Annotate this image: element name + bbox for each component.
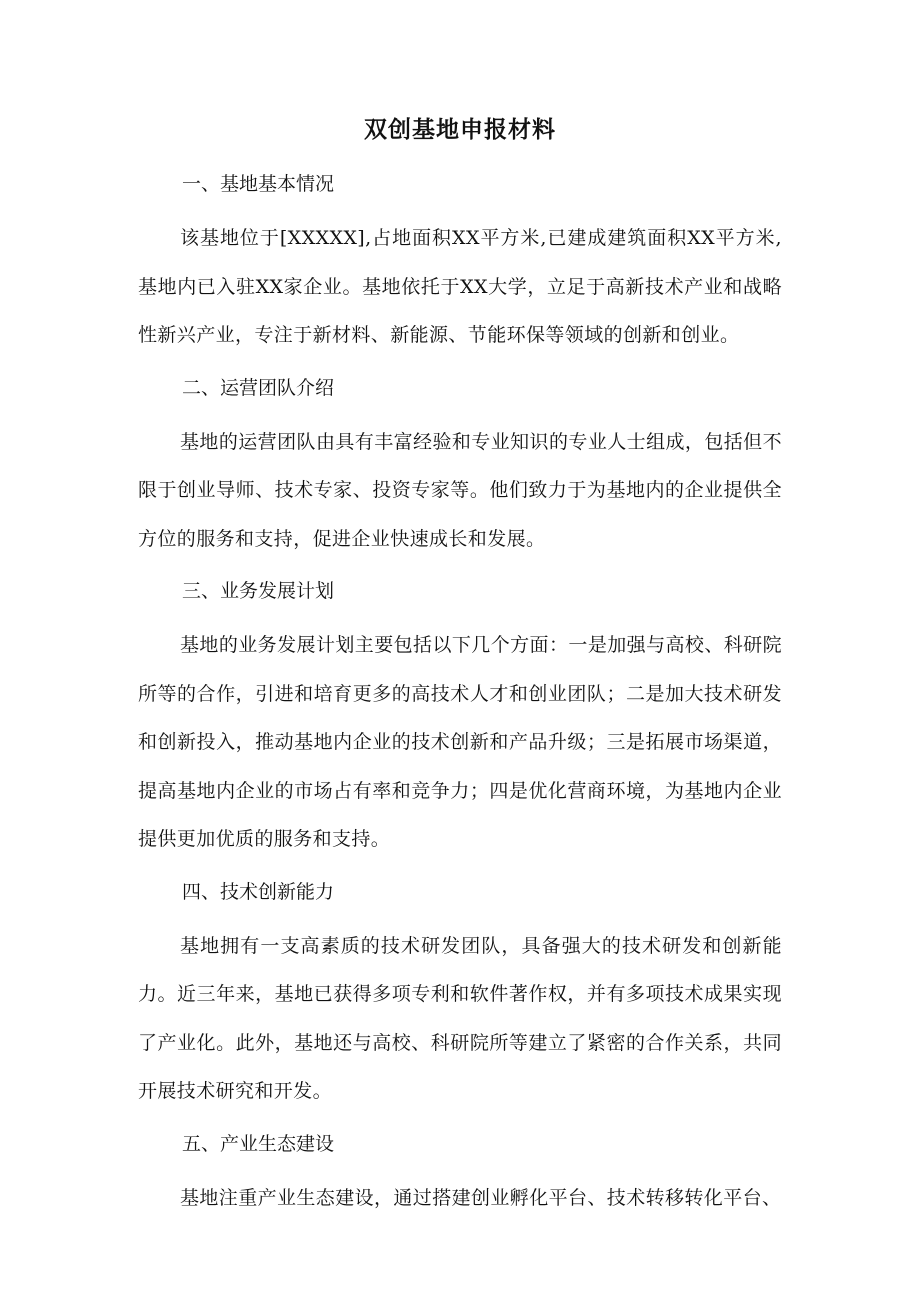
document-title: 双创基地申报材料 — [364, 116, 556, 143]
section-paragraph: 该基地位于[XXXXX],占地面积XX平方米,已建成建筑面积XX平方米,基地内已入驻XX家企业。基地依托于XX大学，立足于高新技术产业和战略性新兴产业，专注于新材料、新能源、节能环保等领域的创新和创业。 — [138, 227, 782, 346]
section-paragraph: 基地拥有一支高素质的技术研发团队，具备强大的技术研发和创新能力。近三年来，基地已获得多项专利和软件著作权，并有多项技术成果实现了产业化。此外，基地还与高校、科研院所等建立了紧密的合作关系，共同开展技术研究和开发。 — [138, 934, 782, 1102]
section-tech-innovation — [138, 874, 782, 1116]
section-basic-info — [138, 166, 782, 360]
section-paragraph: 基地的业务发展计划主要包括以下几个方面：一是加强与高校、科研院所等的合作，引进和培育更多的高技术人才和创业团队；二是加大技术研发和创新投入，推动基地内企业的技术创新和产品升级；三是拓展市场渠道，提高基地内企业的市场占有率和竞争力；四是优化营商环境，为基地内企业提供更加优质的服务和支持。 — [138, 634, 782, 850]
section-industry-ecosystem — [138, 1126, 782, 1223]
section-heading: 五、产业生态建设 — [182, 1132, 335, 1155]
section-heading: 四、技术创新能力 — [182, 880, 335, 903]
section-business-plan — [138, 573, 782, 864]
section-operation-team — [138, 370, 782, 564]
section-heading: 三、业务发展计划 — [182, 580, 335, 602]
section-paragraph: 基地注重产业生态建设，通过搭建创业孵化平台、技术转移转化平台、 — [180, 1186, 782, 1209]
section-heading: 二、运营团队介绍 — [182, 376, 335, 399]
section-heading: 一、基地基本情况 — [182, 173, 335, 195]
section-paragraph: 基地的运营团队由具有丰富经验和专业知识的专业人士组成，包括但不限于创业导师、技术专家、投资专家等。他们致力于为基地内的企业提供全方位的服务和支持，促进企业快速成长和发展。 — [138, 430, 782, 550]
